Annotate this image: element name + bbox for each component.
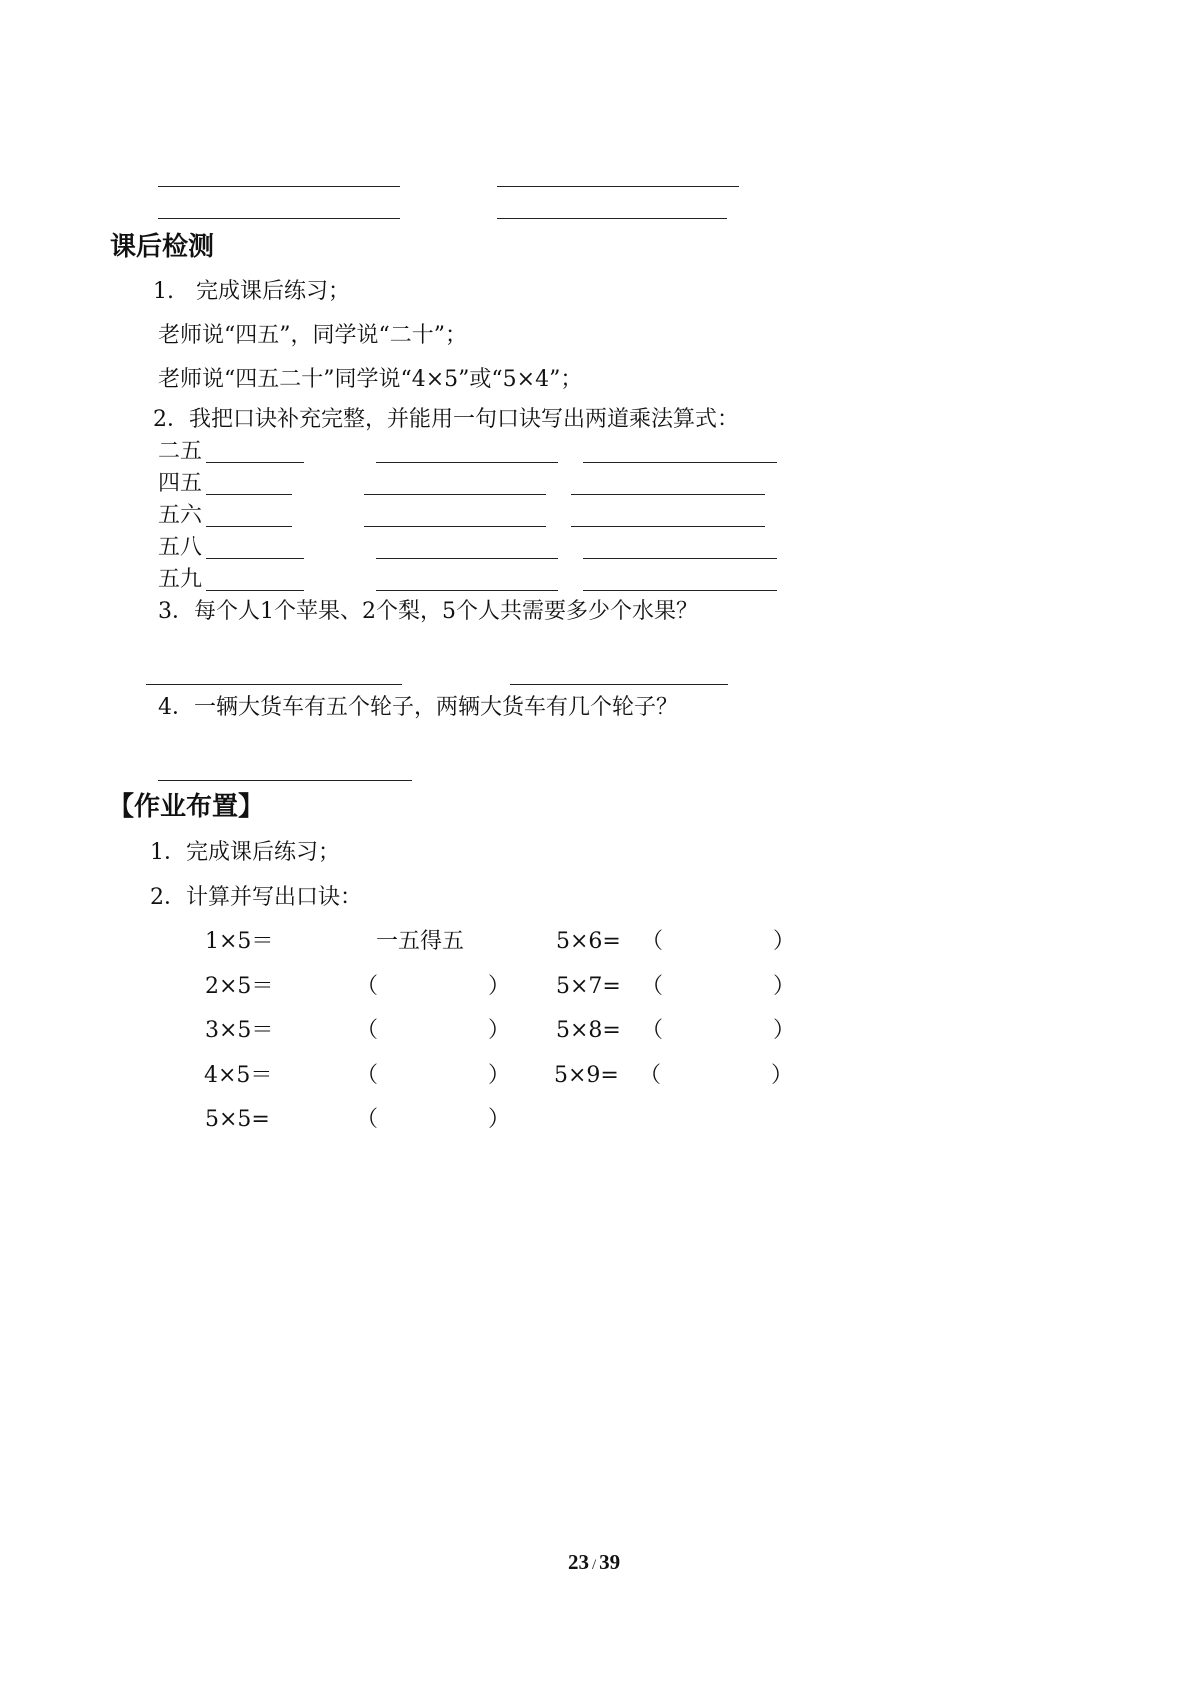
answer-line xyxy=(206,494,292,495)
teacher-line-b: 老师说“四五二十”同学说“4×5”或“5×4”； xyxy=(158,367,583,392)
answer-line xyxy=(206,558,304,559)
answer-line xyxy=(571,494,765,495)
check-item-3: 3．每个人1个苹果、2个梨，5个人共需要多少个水果？ xyxy=(158,599,698,624)
calc-expression: 1×5＝ xyxy=(205,929,274,954)
answer-line xyxy=(376,462,558,463)
check-item-1: 1. 完成课后练习； xyxy=(153,279,350,304)
rhyme-label: 五九 xyxy=(158,567,203,592)
answer-line xyxy=(497,186,739,187)
answer-line xyxy=(158,218,400,219)
calc-answer-blank: （ ） xyxy=(639,1063,794,1088)
answer-line xyxy=(376,558,558,559)
answer-line xyxy=(364,526,546,527)
page-current: 23 xyxy=(568,1550,589,1574)
calc-expression: 2×5＝ xyxy=(205,974,274,999)
calc-answer-blank: （ ） xyxy=(356,1063,511,1088)
calc-answer: 一五得五 xyxy=(376,929,465,954)
calc-answer-blank: （ ） xyxy=(356,974,511,999)
calc-answer-blank: （ ） xyxy=(641,1018,796,1043)
calc-expression: 5×6= xyxy=(556,929,621,954)
answer-line xyxy=(571,526,765,527)
homework-item-2: 2．计算并写出口诀： xyxy=(150,885,362,910)
calc-answer-blank: （ ） xyxy=(641,974,796,999)
calc-answer-blank: （ ） xyxy=(356,1018,511,1043)
answer-line xyxy=(158,186,400,187)
answer-line xyxy=(206,526,292,527)
answer-line xyxy=(583,558,777,559)
answer-line xyxy=(376,590,558,591)
answer-line xyxy=(497,218,727,219)
rhyme-label: 四五 xyxy=(158,471,203,496)
teacher-line-a: 老师说“四五”，同学说“二十”； xyxy=(158,323,467,348)
calc-expression: 5×8= xyxy=(556,1018,621,1043)
page-total: 39 xyxy=(599,1550,621,1574)
calc-answer-blank: （ ） xyxy=(356,1107,511,1132)
calc-expression: 5×7= xyxy=(556,974,621,999)
calc-expression: 4×5＝ xyxy=(204,1063,273,1088)
section-heading-homework: 【作业布置】 xyxy=(108,792,265,822)
answer-line xyxy=(206,462,304,463)
page-separator: / xyxy=(592,1557,597,1573)
rhyme-label: 五六 xyxy=(158,503,203,528)
answer-line xyxy=(158,780,412,781)
homework-item-1: 1．完成课后练习； xyxy=(150,840,340,865)
calc-answer-blank: （ ） xyxy=(641,929,796,954)
check-item-4: 4．一辆大货车有五个轮子，两辆大货车有几个轮子？ xyxy=(158,695,678,720)
answer-line xyxy=(206,590,304,591)
answer-line xyxy=(510,684,728,685)
rhyme-label: 二五 xyxy=(158,439,203,464)
page-number xyxy=(568,1550,620,1575)
calc-expression: 5×9= xyxy=(554,1063,619,1088)
answer-line xyxy=(583,590,777,591)
answer-line xyxy=(364,494,546,495)
answer-line xyxy=(146,684,402,685)
section-heading-after-class-check: 课后检测 xyxy=(110,232,215,262)
calc-expression: 5×5= xyxy=(205,1107,270,1132)
check-item-2: 2．我把口诀补充完整，并能用一句口诀写出两道乘法算式： xyxy=(153,407,739,432)
rhyme-label: 五八 xyxy=(158,535,203,560)
answer-line xyxy=(583,462,777,463)
calc-expression: 3×5＝ xyxy=(205,1018,274,1043)
